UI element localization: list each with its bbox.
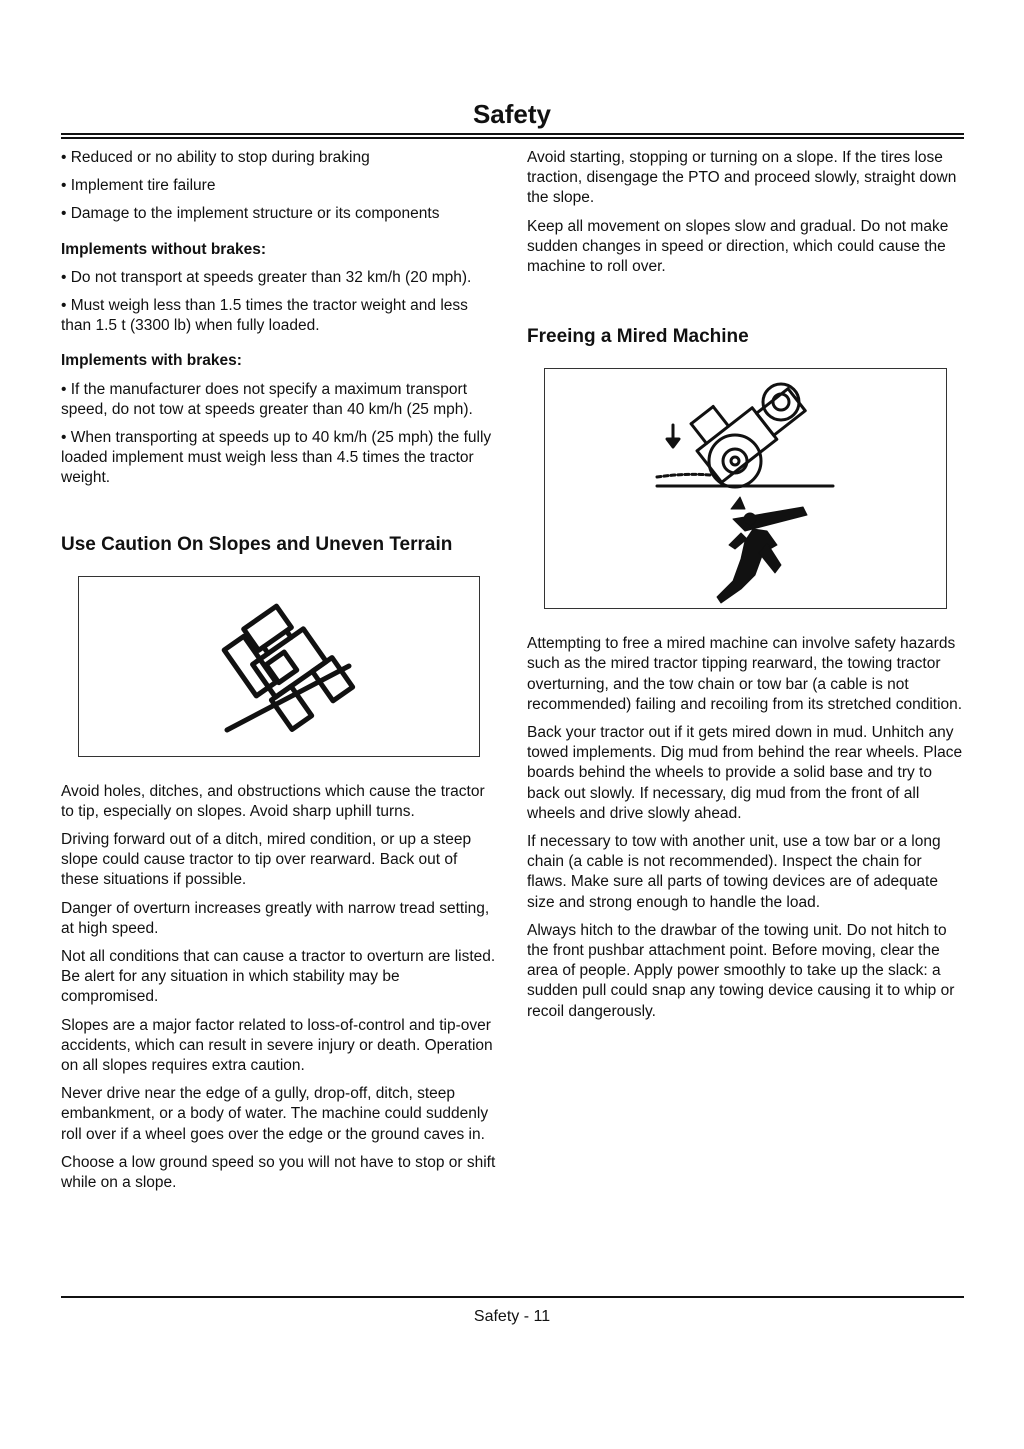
- subheading-without-brakes: Implements without brakes:: [61, 240, 266, 258]
- list-item: • Do not transport at speeds greater than 32 km/h (20 mph).: [61, 268, 472, 286]
- list-item: • Implement tire failure: [61, 177, 216, 195]
- paragraph: Not all conditions that can cause a tractor to overturn are listed. Be alert for any situation in which stability may be compromised.: [61, 948, 496, 1006]
- paragraph: Keep all movement on slopes slow and gradual. Do not make sudden changes in speed or direction, which could cause the machine to roll over.: [527, 217, 949, 276]
- list-item: • When transporting at speeds up to 40 km/h (25 mph) the fully loaded implement must weigh less than 4.5 times the tractor weight.: [61, 429, 492, 487]
- paragraph: Attempting to free a mired machine can involve safety hazards such as the mired tractor tipping rearward, the towing tractor overturning, and the tow chain or tow bar (a cable is not recommended) failing and recoiling from its stretched condition.: [527, 635, 963, 713]
- page-number: Safety - 11: [473, 1308, 551, 1325]
- section-heading-slopes: Use Caution On Slopes and Uneven Terrain: [61, 533, 453, 555]
- mired-machine-illustration: [544, 368, 947, 609]
- paragraph: Avoid starting, stopping or turning on a slope. If the tires lose traction, disengage the PTO and proceed slowly, straight down the slope.: [527, 149, 957, 207]
- paragraph: Slopes are a major factor related to loss-of-control and tip-over accidents, which can result in severe injury or death. Operation on all slopes requires extra caution.: [61, 1016, 493, 1075]
- paragraph: Always hitch to the drawbar of the towing unit. Do not hitch to the front pushbar attachment point. Before moving, clear the area of people. Apply power smoothly to take up the slack: a sudden pull could snap any towing device causing it to whip or recoil dangerously.: [527, 921, 955, 1020]
- list-item: • Damage to the implement structure or its components: [61, 205, 440, 223]
- list-item: • If the manufacturer does not specify a maximum transport speed, do not tow at speeds greater than 40 km/h (25 mph).: [61, 380, 473, 418]
- header-rule: [61, 133, 964, 139]
- paragraph: Avoid holes, ditches, and obstructions which cause the tractor to tip, especially on slopes. Avoid sharp uphill turns.: [61, 782, 485, 820]
- paragraph: Danger of overturn increases greatly with narrow tread setting, at high speed.: [61, 899, 490, 937]
- paragraph: If necessary to tow with another unit, use a tow bar or a long chain (a cable is not recommended). Inspect the chain for flaws. Make sure all parts of towing devices are of adequate size and strong enough to handle the load.: [527, 833, 941, 911]
- page-title: Safety: [472, 99, 552, 129]
- paragraph: Driving forward out of a ditch, mired condition, or up a steep slope could cause tractor to tip over rearward. Back out of these situations if possible.: [61, 831, 472, 889]
- section-heading-mired: Freeing a Mired Machine: [527, 326, 749, 348]
- paragraph: Choose a low ground speed so you will not have to stop or shift while on a slope.: [61, 1153, 496, 1192]
- paragraph: Back your tractor out if it gets mired down in mud. Unhitch any towed implements. Dig mud from behind the rear wheels. Place boards behind the wheels to provide a solid base and try to back out slowly. If necessary, dig mud from the front of all wheels and drive slowly ahead.: [527, 724, 963, 822]
- list-item: • Must weigh less than 1.5 times the tractor weight and less than 1.5 t (3300 lb) when fully loaded.: [61, 297, 468, 335]
- slope-tractor-illustration: [78, 576, 480, 757]
- footer-rule: [61, 1296, 964, 1298]
- paragraph: Never drive near the edge of a gully, drop-off, ditch, steep embankment, or a body of water. The machine could suddenly roll over if a wheel goes over the edge or the ground caves in.: [61, 1085, 489, 1143]
- subheading-with-brakes: Implements with brakes:: [61, 352, 242, 370]
- list-item: • Reduced or no ability to stop during braking: [61, 149, 370, 166]
- left-column: [61, 148, 497, 1201]
- right-column: [527, 148, 963, 1030]
